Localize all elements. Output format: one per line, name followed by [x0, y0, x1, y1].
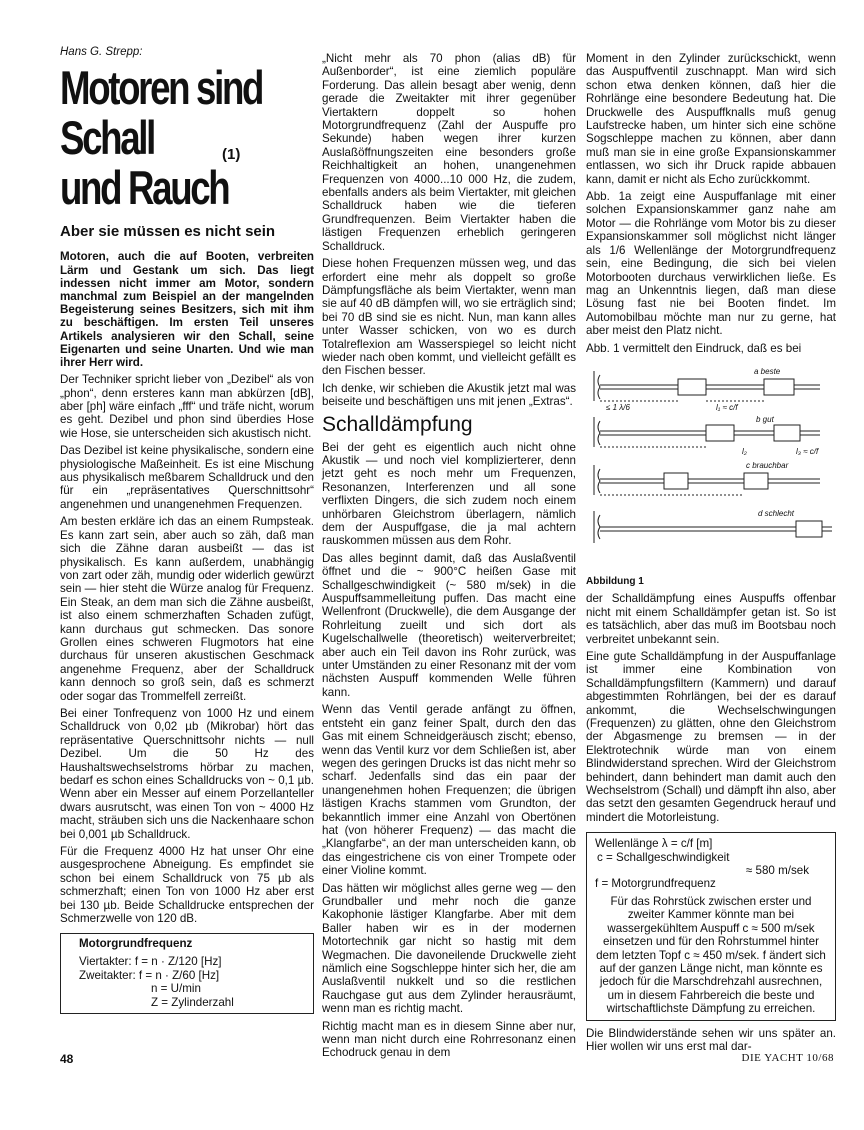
figure-label-b: b gut [756, 414, 774, 424]
formula-row: Zweitakter: f = n · Z/60 [Hz] [79, 968, 220, 982]
paragraph: Wenn das Ventil gerade anfängt zu öffnen, entsteht ein ganz feiner Spalt, durch den das Gas mit einem Schneidgeräusch zischt; ebenso, wenn das Ventil kurz vor dem Schließen ist, aber wegen des geringen Drucks ist das nicht mehr so scharf. Jedenfalls sind das ein paar der unangenehmen hohen Frequenzen; die übrigen lästigen Krachs stammen vom Grundton, der bekanntlich immer eine Anzahl von Obertönen hat (von höherer Frequenz) — das macht die „Klangfarbe“, an der man unterscheiden kann, ob das eingestrichene cis von einer Trompete oder einer Violine kommt. [322, 703, 576, 878]
paragraph: Das Dezibel ist keine physikalische, sondern eine physiologische Maßeinheit. Es ist eine Mischung aus physikalisch meßbarem Schalldruck und den für ein „repräsentatives Querschnittsohr“ angenehmen und unangenehmen Frequenzen. [60, 444, 314, 511]
formula-row: Z = Zylinderzahl [151, 995, 234, 1009]
figure-dim-label: l₂ [742, 446, 747, 456]
formula-box-heading: Motorgrundfrequenz [79, 937, 193, 951]
formula-line: f = Motorgrundfrequenz [595, 877, 716, 891]
figure-label-c: c brauchbar [746, 460, 789, 470]
paragraph: Bei einer Tonfrequenz von 1000 Hz und einem Schalldruck von 0,02 µb (Mikrobar) hört das repräsentative Querschnittsohr nichts — null Dezibel. Um die 50 Hz des Haushaltswechselstroms hörbar zu machen, bedarf es schon eines Schalldrucks von ~ 0,1 µb. Wenn aber ein Messer auf einem Porzellanteller dwars ausrutscht, was einen Ton von ~ 4000 Hz macht, sträuben sich uns die Nackenhaare schon bei 0,001 µb Schalldruck. [60, 706, 314, 841]
paragraph: der Schalldämpfung eines Auspuffs offenbar nicht mit einem Schalldämpfer getan ist. So ist es tatsächlich, aber das muß im Bootsbau noch verbreitet unbekannt sein. [586, 592, 836, 646]
formula-row: Viertakter: f = n · Z/120 [Hz] [79, 955, 222, 969]
formula-line: ≈ 580 m/sek [745, 864, 809, 878]
headline-line-2: Schall [60, 111, 154, 165]
paragraph: Die Blindwiderstände sehen wir uns später an. Hier wollen wir uns erst mal dar- [586, 1026, 836, 1053]
paragraph: Bei der geht es eigentlich auch nicht ohne Akustik — und noch viel komplizierterer, denn jetzt geht es noch mehr um Frequenzen, Resonanzen, Interferenzen und all sone verflixten Dingers, die sich zudem noch einem unhörbaren Gleichstrom überlagern, nämlich dem der Auspuffgase, die ja mal achtern rauskommen müssen aus dem Rohr. [322, 440, 576, 548]
formula-note: Für das Rohrstück zwischen erster und zweiter Kammer könnte man bei wassergekühltem Auspuff c ≈ 500 m/sek einsetzen und für den Rohrstummel hinter dem letzten Topf c ≈ 450 m/sek. f ändert sich auf der ganzen Länge nicht, man könnte es jedoch für die Marschdrehzahl ausrechnen, um in diesem Fahrbereich die beste und wirtschaftlichste Dämpfung zu erreichen. [596, 894, 826, 1016]
formula-box-wellenlaenge [586, 832, 836, 1020]
paragraph: Richtig macht man es in diesem Sinne aber nur, wenn man nicht durch eine Rohrresonanz einen Echodruck genau in dem [322, 1019, 576, 1060]
formula-line: Wellenlänge λ = c/f [m] [595, 837, 713, 851]
paragraph: Das hätten wir möglichst alles gerne weg — den Grundballer und mehr noch die ganze Kakophonie lästiger Klangfarbe. Aber mit dem Baller haben wir es in der modernen Motortechnik gar nicht so hastig mit dem Wegmachen. Die davoneilende Druckwelle zieht nämlich eine Sogschleppe hinter sich her, die am Auslaßventil nukkelt und so die restlichen Rauchgase gut aus dem Zylinder herausräumt, wenn man es richtig macht. [322, 881, 576, 1016]
exhaust-diagram-svg [586, 361, 836, 573]
paragraph: Ich denke, wir schieben die Akustik jetzt mal was beiseite und beschäftigen uns mit jenen „Extras“. [322, 381, 576, 409]
paragraph: Moment in den Zylinder zurückschickt, wenn das Auspuffventil zuschnappt. Man wird sich schon etwa denken können, daß hier die Rohrlänge eine besondere Bedeutung hat. Die Druckwelle des Auspuffknalls muß genug Laufstrecke haben, um hinter sich eine schöne Sogschleppe machen zu können, aber dann muß man sie in eine große Expansionskammer entlassen, wo sich ihr Druck rapide abbauen kann, damit er nicht als Echo zurückkommt. [586, 52, 836, 186]
figure-dim-label: l₁ ≈ c/f [716, 402, 738, 412]
paragraph: Abb. 1 vermittelt den Eindruck, daß es bei [586, 341, 802, 355]
subtitle: Aber sie müssen es nicht sein [60, 223, 276, 241]
figure-caption: Abbildung 1 [586, 575, 644, 587]
paragraph: Für die Frequenz 4000 Hz hat unser Ohr eine ausgesprochene Abneigung. Es empfindet sie schon bei einem Schalldruck von 75 µb als schmerzhaft; einen Ton von 1000 Hz aber erst bei 130 µb. Beide Schalldrucke entsprechen der Schmerzwelle von 120 dB. [60, 845, 314, 926]
issue-label: DIE YACHT 10/68 [741, 1052, 834, 1064]
figure-label-a: a beste [754, 366, 781, 376]
page-number: 48 [60, 1052, 74, 1066]
column-2 [322, 52, 576, 1064]
paragraph: Abb. 1a zeigt eine Auspuffanlage mit einer solchen Expansionskammer ganz nahe am Motor — die Rohrlänge vom Motor bis zu dieser Expansionskammer soll möglichst nicht länger als 1/6 Wellenlänge der Motorgrundfrequenz sein, eine Bedingung, die sich bei vielen Motorbooten durchaus verwirklichen ließe. Es mag an Unkenntnis liegen, daß man diese Lösung fast nie bei Booten findet. Im Automobilbau möchte man nur zu gerne, hat aber meist den Platz nicht. [586, 190, 836, 338]
formula-line: c = Schallgeschwindigkeit [597, 850, 730, 864]
paragraph: Diese hohen Frequenzen müssen weg, und das erfordert eine mehr als doppelt so große Dämpfungsfläche als beim Viertakter, wenn man sie auf 40 dB dämpfen will, wo sie erträglich sind; bei 70 dB sind sie es nicht. Nun, man kann alles unter Wasser schicken, von wo es durch Totalreflexion am Wasserspiegel so leicht nicht wieder nach oben kommt, und vielleicht gefällt es den Fischen besser. [322, 257, 576, 378]
figure-exhaust-diagram [586, 361, 836, 573]
lead-paragraph: Motoren, auch die auf Booten, verbreiten Lärm und Gestank um sich. Das liegt indessen nicht immer am Motor, sondern manchmal zum Beispiel an der mangelnden Begeisterung seines Besitzers, sich mit ihm zu beschäftigen. Im ersten Teil unseres Artikels analysieren wir den Schall, seine Eigenarten und seine Unarten. Und wie man ihrer Herr wird. [60, 250, 314, 370]
figure-label-d: d schlecht [758, 508, 795, 518]
part-number: (1) [222, 146, 241, 163]
formula-row: n = U/min [151, 982, 201, 996]
column-1 [60, 46, 314, 1014]
formula-box-motorgrundfrequenz [60, 933, 314, 1014]
paragraph: Am besten erkläre ich das an einem Rumpsteak. Es kann zart sein, aber auch so zäh, daß man sich die Zähne daran ausbeißt — das ist physikalisch. Es kann außerdem, unabhängig von zart oder zäh, mundig oder widerlich gewürzt sein — hier steht die Würze analog für Frequenz. Ein Steak, an dem man sich die Zähne ausbeißt, ist also einem schmerzhaften Schaden zufügt, kann durchaus gut schmecken. Das sonore Grollen eines schweren Flugmotors hat eine durchaus für unseren akustischen Geschmack angenehme Frequenz, aber der Schalldruck kann dennoch so groß sein, daß es schmerzt oder sogar das Trommelfell zerreißt. [60, 515, 314, 703]
paragraph: Eine gute Schalldämpfung in der Auspuffanlage ist immer eine Kombination von Schalldämpfungsfiltern (Kammern) und darauf abgestimmten Rohrlängen, bei der es darauf ankommt, die Wechselschwingungen (Frequenzen) zu glätten, ohne den Gleichstrom der Abgasmenge zu bremsen — in der Elektrotechnik würde man von einem Blindwiderstand sprechen. Wird der Gleichstrom behindert, dann behindert man damit auch den Wechselstrom (Schall) und dämpft ihn also, aber das setzt den gesamten Gegendruck herauf und mindert die Motorleistung. [586, 649, 836, 824]
author: Hans G. Strepp: [60, 46, 143, 58]
figure-dim-label: l₃ ≈ c/f [796, 446, 819, 456]
paragraph: Das alles beginnt damit, daß das Auslaßventil öffnet und die ~ 900°C heißen Gase mit Schallgeschwindigkeit (~ 580 m/sek) in die Auspuffsammelleitung puffen. Das macht eine Wellenfront (Druckwelle), die dem Ausgange der Rohrleitung zueilt und sich dort als Kugelschallwelle (theoretisch) weiterverbreitet; aber auch ein Teil davon ins Rohr zurück, was unter Umständen zu einer Resonanz mit der vom nächsten Auspuff kommenden Welle führen kann. [322, 551, 576, 699]
headline-line-1: Motoren sind [60, 61, 263, 115]
headline-line-3: und Rauch [60, 161, 229, 215]
figure-dim-label: ≤ 1 λ/6 [606, 402, 630, 412]
paragraph: Der Techniker spricht lieber von „Dezibel“ als von „phon“, denn ersteres kann man abkürzen [dB], aber [ph] wäre einfach „fff“ und träfe nicht, worum es geht. Dezibel und phon sind überdies Hose wie Hose, sie unterscheiden sich akustisch nicht. [60, 373, 314, 440]
paragraph: „Nicht mehr als 70 phon (alias dB) für Außenborder“, ist eine ziemlich populäre Forderung. Das allein besagt aber wenig, denn gerade die Zweitakter mit ihrer gegenüber Viertaktern doppelt so hohen Motorgrundfrequenz (Zahl der Auspuffe pro Sekunde) haben wegen ihrer kurzen Auslaßöffnungszeiten eine besonders große Reichhaltigkeit an hohen, unangenehmen Frequenzen von 4000...10 000 Hz, die zudem, ebenfalls anders als beim Viertakter, mit gleichen Schalldruck haben wie die tieferen Grundfrequenzen. Beim Viertakter haben die lästigen Frequenzen erheblich geringeren Schalldruck. [322, 52, 576, 253]
column-3 [586, 52, 836, 1057]
section-heading: Schalldämpfung [322, 412, 473, 436]
